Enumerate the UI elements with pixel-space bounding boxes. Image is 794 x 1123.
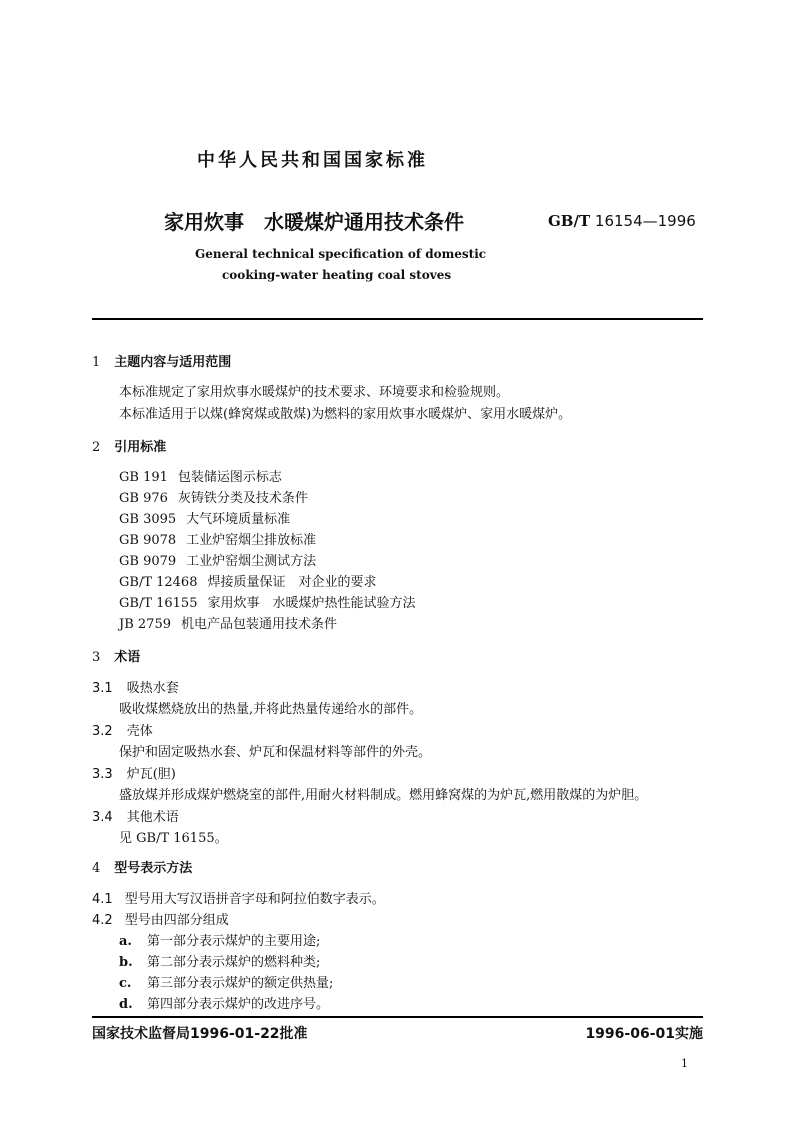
clause-4-1-number: 4.1 <box>92 892 113 907</box>
reference-name: 焊接质量保证 对企业的要求 <box>207 575 377 590</box>
clause-4-2-text: 型号由四部分组成 <box>124 913 229 928</box>
section-4-heading <box>92 857 192 876</box>
reference-code: GB/T 16155 <box>119 596 198 611</box>
term-number: 3.1 <box>92 681 113 696</box>
reference-item <box>119 613 337 632</box>
term-name: 吸热水套 <box>126 681 179 696</box>
reference-code: GB 9078 <box>119 533 177 548</box>
country-standard-title: 中华人民共和国国家标准 <box>197 150 428 171</box>
list-item-marker: a. <box>119 934 132 949</box>
section-1-paragraph-2: 本标准适用于以煤(蜂窝煤或散煤)为燃料的家用炊事水暖煤炉、家用水暖煤炉。 <box>119 407 572 422</box>
footer-divider <box>92 1016 703 1018</box>
term-heading <box>92 763 176 782</box>
reference-name: 工业炉窑烟尘排放标准 <box>186 533 317 548</box>
list-item <box>119 972 333 991</box>
section-1-paragraph-1: 本标准规定了家用炊事水暖煤炉的技术要求、环境要求和检验规则。 <box>119 385 510 400</box>
term-heading <box>92 677 179 696</box>
clause-4-1-text: 型号用大写汉语拼音字母和阿拉伯数字表示。 <box>124 892 385 907</box>
term-name: 炉瓦(胆) <box>126 767 176 782</box>
implementation-date: 1996-06-01实施 <box>585 1026 703 1042</box>
section-1-title: 主题内容与适用范围 <box>114 355 232 370</box>
reference-name: 工业炉窑烟尘测试方法 <box>186 554 317 569</box>
term-definition: 保护和固定吸热水套、炉瓦和保温材料等部件的外壳。 <box>119 745 432 760</box>
list-item <box>119 951 320 970</box>
reference-code: GB 976 <box>119 491 168 506</box>
term-number: 3.2 <box>92 724 113 739</box>
document-title-en-line1: General technical specification of domestic <box>195 247 487 261</box>
list-item-text: 第四部分表示煤炉的改进序号。 <box>147 997 330 1012</box>
section-4-title: 型号表示方法 <box>114 861 193 876</box>
section-2-heading <box>92 436 166 455</box>
reference-item <box>119 550 316 569</box>
approval-date: 国家技术监督局1996-01-22批准 <box>92 1026 308 1042</box>
reference-code: JB 2759 <box>119 617 171 632</box>
section-3-heading <box>92 646 140 665</box>
reference-item <box>119 529 316 548</box>
reference-code: GB 9079 <box>119 554 177 569</box>
list-item <box>119 930 320 949</box>
reference-code: GB 191 <box>119 470 168 485</box>
standard-number <box>548 212 696 230</box>
term-heading <box>92 720 153 739</box>
list-item-marker: d. <box>119 997 133 1012</box>
clause-4-2 <box>92 909 229 928</box>
term-name: 壳体 <box>126 724 153 739</box>
term-heading <box>92 806 179 825</box>
list-item-text: 第一部分表示煤炉的主要用途; <box>147 934 321 949</box>
reference-name: 大气环境质量标准 <box>186 512 291 527</box>
term-definition: 见 GB/T 16155。 <box>119 831 228 846</box>
reference-name: 包装储运图示标志 <box>177 470 282 485</box>
section-1-number: 1 <box>92 355 101 370</box>
reference-item <box>119 592 416 611</box>
term-name: 其他术语 <box>126 810 179 825</box>
section-4-number: 4 <box>92 861 101 876</box>
standard-code: 16154—1996 <box>594 212 696 230</box>
reference-name: 家用炊事 水暖煤炉热性能试验方法 <box>207 596 416 611</box>
reference-item <box>119 466 282 485</box>
section-2-title: 引用标准 <box>114 440 167 455</box>
list-item-text: 第二部分表示煤炉的燃料种类; <box>147 955 321 970</box>
page-number: 1 <box>681 1057 688 1070</box>
header-divider <box>92 318 703 320</box>
term-number: 3.4 <box>92 810 113 825</box>
document-title-en-line2: cooking-water heating coal stoves <box>222 268 452 282</box>
reference-name: 机电产品包装通用技术条件 <box>180 617 337 632</box>
section-2-number: 2 <box>92 440 101 455</box>
list-item-marker: b. <box>119 955 133 970</box>
clause-4-2-number: 4.2 <box>92 913 113 928</box>
term-definition: 吸收煤燃烧放出的热量,并将此热量传递给水的部件。 <box>119 702 423 717</box>
section-1-heading <box>92 351 231 370</box>
reference-item <box>119 571 377 590</box>
list-item-marker: c. <box>119 976 132 991</box>
list-item <box>119 993 329 1012</box>
reference-item <box>119 487 308 506</box>
clause-4-1 <box>92 888 385 907</box>
standard-prefix: GB/T <box>548 212 591 230</box>
term-definition: 盛放煤并形成煤炉燃烧室的部件,用耐火材料制成。燃用蜂窝煤的为炉瓦,燃用散煤的为炉胆。 <box>119 788 648 803</box>
document-title-cn: 家用炊事 水暖煤炉通用技术条件 <box>164 210 464 234</box>
reference-item <box>119 508 290 527</box>
term-number: 3.3 <box>92 767 113 782</box>
reference-code: GB/T 12468 <box>119 575 198 590</box>
reference-code: GB 3095 <box>119 512 177 527</box>
list-item-text: 第三部分表示煤炉的额定供热量; <box>147 976 334 991</box>
reference-name: 灰铸铁分类及技术条件 <box>177 491 308 506</box>
section-3-number: 3 <box>92 650 101 665</box>
section-3-title: 术语 <box>114 650 141 665</box>
